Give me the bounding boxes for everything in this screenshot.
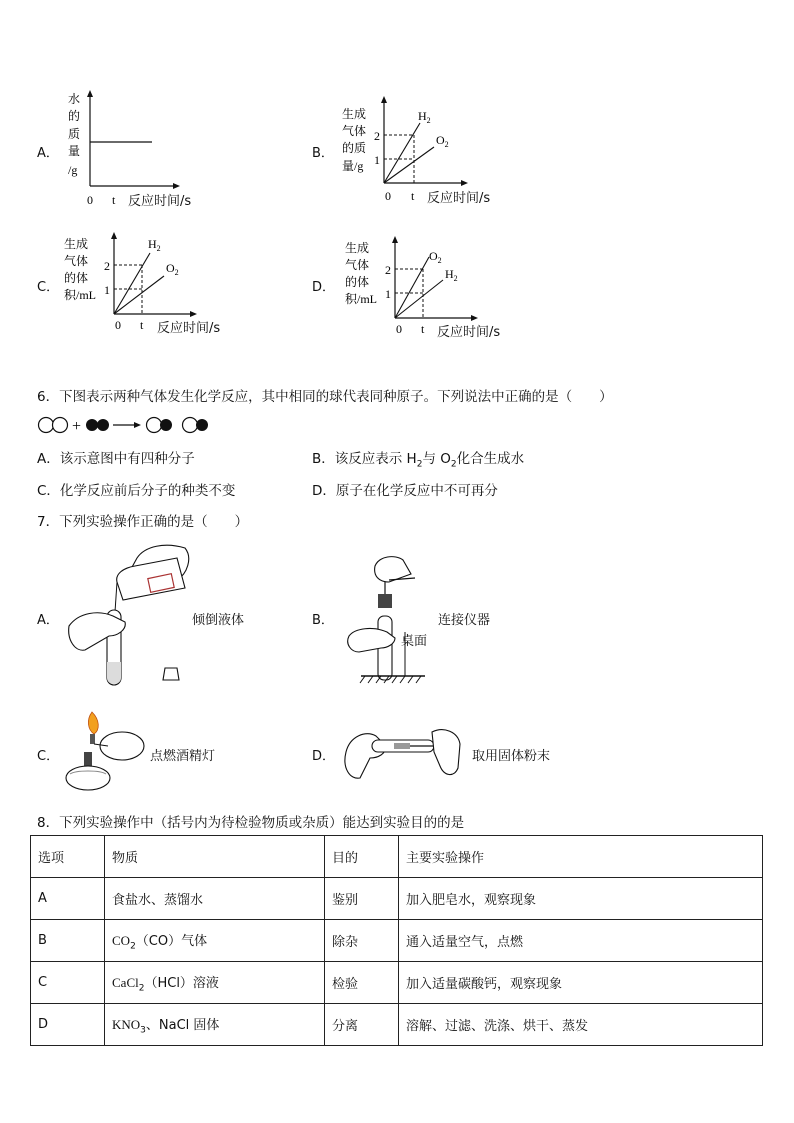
graph-b-x-arrow: [461, 180, 468, 186]
alcohol-lamp-icon: [66, 766, 110, 790]
cell-purpose: 分离: [325, 1004, 399, 1046]
q6-stem: 6．下图表示两种气体发生化学反应，其中相同的球代表同种原子。下列说法中正确的是（ ）: [37, 389, 613, 405]
q7-c-letter: C．: [37, 749, 60, 764]
graph-c-letter: C．: [37, 280, 60, 295]
graph-b-xlabel: 反应时间/s: [427, 191, 491, 206]
table-row: [31, 920, 763, 962]
plus-sign: +: [72, 418, 82, 435]
q8-stem: 8．下列实验操作中（括号内为待检验物质或杂质）能达到实验目的的是: [37, 815, 465, 831]
q6-option-d: D．原子在化学反应中不可再分: [312, 483, 498, 499]
bottle-stopper-icon: [163, 668, 179, 680]
graph-d-tick-1: 1: [385, 287, 391, 301]
cell-operation: 溶解、过滤、洗涤、烘干、蒸发: [399, 1004, 763, 1046]
black-atom-icon: [97, 419, 109, 431]
graph-b-origin: 0: [385, 189, 391, 203]
q7-d-letter: D．: [312, 749, 336, 764]
q6-option-c: C．化学反应前后分子的种类不变: [37, 483, 236, 499]
black-atom-icon: [86, 419, 98, 431]
graph-a-ylabel-4: 量: [68, 144, 81, 158]
graph-c-y-arrow: [111, 232, 117, 239]
graph-c-ylabel-4: 积/mL: [64, 288, 96, 302]
graph-b-ylabel-3: 的质: [342, 141, 367, 155]
rubber-stopper-icon: [378, 594, 392, 608]
cell-option: D: [31, 1004, 105, 1046]
graph-a-ylabel-2: 的: [68, 109, 81, 123]
graph-c-line-o2: [114, 276, 164, 314]
graph-b-line-h2: [384, 123, 420, 183]
q6-option-a: A．该示意图中有四种分子: [37, 451, 195, 467]
table-row: [31, 1004, 763, 1046]
graph-c-line-h2: [114, 253, 150, 314]
graph-d-o2-label: $O_2$: [429, 249, 442, 265]
graph-d-h2-label: $H_2$: [445, 267, 458, 283]
cell-purpose: 鉴别: [325, 878, 399, 920]
graph-c-tick-2: 2: [104, 259, 110, 273]
graph-c-origin: 0: [115, 318, 121, 332]
table-row: [31, 878, 763, 920]
graph-d-t: t: [421, 322, 425, 336]
cell-operation: 加入肥皂水，观察现象: [399, 878, 763, 920]
cell-substance: $KNO_3$、NaCl 固体: [105, 1004, 325, 1046]
hand-icon: [432, 730, 460, 775]
white-atom-icon: [53, 418, 68, 433]
graph-d-ylabel-4: 积/mL: [345, 292, 377, 306]
pour-liquid-illustration: [65, 540, 195, 688]
graph-d-origin: 0: [396, 322, 402, 336]
connect-apparatus-illustration: [345, 552, 435, 687]
graph-d-ylabel-2: 气体: [345, 258, 370, 272]
graph-c-h2-label: $H_2$: [148, 237, 161, 253]
light-alcohol-lamp-illustration: [60, 708, 152, 794]
q7-stem: 7．下列实验操作正确的是（ ）: [37, 514, 249, 530]
graph-d-xlabel: 反应时间/s: [437, 325, 501, 340]
white-atom-icon: [39, 418, 54, 433]
powder-icon: [394, 743, 410, 749]
cell-option: A: [31, 878, 105, 920]
cell-substance: CaCl$_2$（HCl）溶液: [105, 962, 325, 1004]
graph-d-ylabel-1: 生成: [345, 241, 370, 255]
q6-option-b: B．该反应表示 $H_2$与 $O_2$化合生成水: [312, 451, 525, 470]
table-row: [31, 962, 763, 1004]
header-operation: 主要实验操作: [399, 836, 763, 878]
q7-b-label: 连接仪器: [438, 613, 491, 628]
q8-table: [30, 835, 763, 1046]
q7-d-label: 取用固体粉末: [472, 749, 551, 764]
graph-a-xlabel: 反应时间/s: [128, 194, 192, 209]
cell-purpose: 除杂: [325, 920, 399, 962]
graph-a-origin: 0: [87, 193, 93, 207]
q7-b-letter: B．: [312, 613, 334, 628]
graph-b-t: t: [411, 189, 415, 203]
graph-c-ylabel-1: 生成: [64, 237, 89, 251]
cell-substance: 食盐水、蒸馏水: [105, 878, 325, 920]
graph-b-line-o2: [384, 147, 434, 183]
graph-a-y-arrow: [87, 90, 93, 97]
cell-operation: 加入适量碳酸钙，观察现象: [399, 962, 763, 1004]
graph-c-ylabel-3: 的体: [64, 271, 89, 285]
graph-a-ylabel-1: 水: [68, 92, 81, 106]
q7-a-letter: A．: [37, 613, 59, 628]
cell-operation: 通入适量空气，点燃: [399, 920, 763, 962]
black-atom-icon: [160, 419, 172, 431]
graph-c-o2-label: $O_2$: [166, 261, 179, 277]
white-atom-icon: [147, 418, 162, 433]
graph-a-ylabel-5: /g: [68, 163, 78, 177]
header-substance: 物质: [105, 836, 325, 878]
black-atom-icon: [196, 419, 208, 431]
wick-icon: [90, 734, 95, 744]
graph-b-ylabel-4: 量/g: [342, 159, 364, 173]
q6-reaction-diagram: [37, 414, 217, 436]
q7-c-label: 点燃酒精灯: [150, 749, 216, 764]
take-powder-illustration: [340, 722, 466, 784]
graph-b-letter: B．: [312, 146, 334, 161]
cell-option: B: [31, 920, 105, 962]
graph-b-h2-label: $H_2$: [418, 109, 431, 125]
graph-b-ylabel-1: 生成: [342, 107, 367, 121]
graph-d-y-arrow: [392, 236, 398, 243]
cell-option: C: [31, 962, 105, 1004]
graph-a-x-arrow: [173, 183, 180, 189]
cell-purpose: 检验: [325, 962, 399, 1004]
tube-liquid-icon: [107, 662, 121, 684]
graph-b-y-arrow: [381, 96, 387, 103]
graph-a-letter: A．: [37, 146, 59, 161]
q7-a-label: 倾倒液体: [192, 613, 245, 628]
graph-d-line-h2: [395, 280, 443, 318]
flame-icon: [88, 712, 98, 734]
graph-c-xlabel: 反应时间/s: [157, 321, 221, 336]
table-header-row: [31, 836, 763, 878]
cell-substance: $CO_2(CO)$气体: [105, 920, 325, 962]
q7-b-desk-label: 桌面: [401, 634, 428, 649]
graph-d-ylabel-3: 的体: [345, 275, 370, 289]
reaction-arrowhead-icon: [134, 422, 141, 428]
liquid-stream-icon: [115, 582, 117, 612]
graph-d-line-o2: [395, 257, 429, 318]
graph-b-o2-label: $O_2$: [436, 133, 449, 149]
graph-d-letter: D．: [312, 280, 336, 295]
header-option: 选项: [31, 836, 105, 878]
graph-c-t: t: [140, 318, 144, 332]
graph-a-t: t: [112, 193, 116, 207]
graph-d-tick-2: 2: [385, 263, 391, 277]
header-purpose: 目的: [325, 836, 399, 878]
graph-c-tick-1: 1: [104, 283, 110, 297]
graph-c-ylabel-2: 气体: [64, 254, 89, 268]
white-atom-icon: [183, 418, 198, 433]
graph-b-tick-2: 2: [374, 129, 380, 143]
graph-a-ylabel-3: 质: [68, 127, 81, 141]
graph-b-tick-1: 1: [374, 153, 380, 167]
graph-b-ylabel-2: 气体: [342, 124, 367, 138]
